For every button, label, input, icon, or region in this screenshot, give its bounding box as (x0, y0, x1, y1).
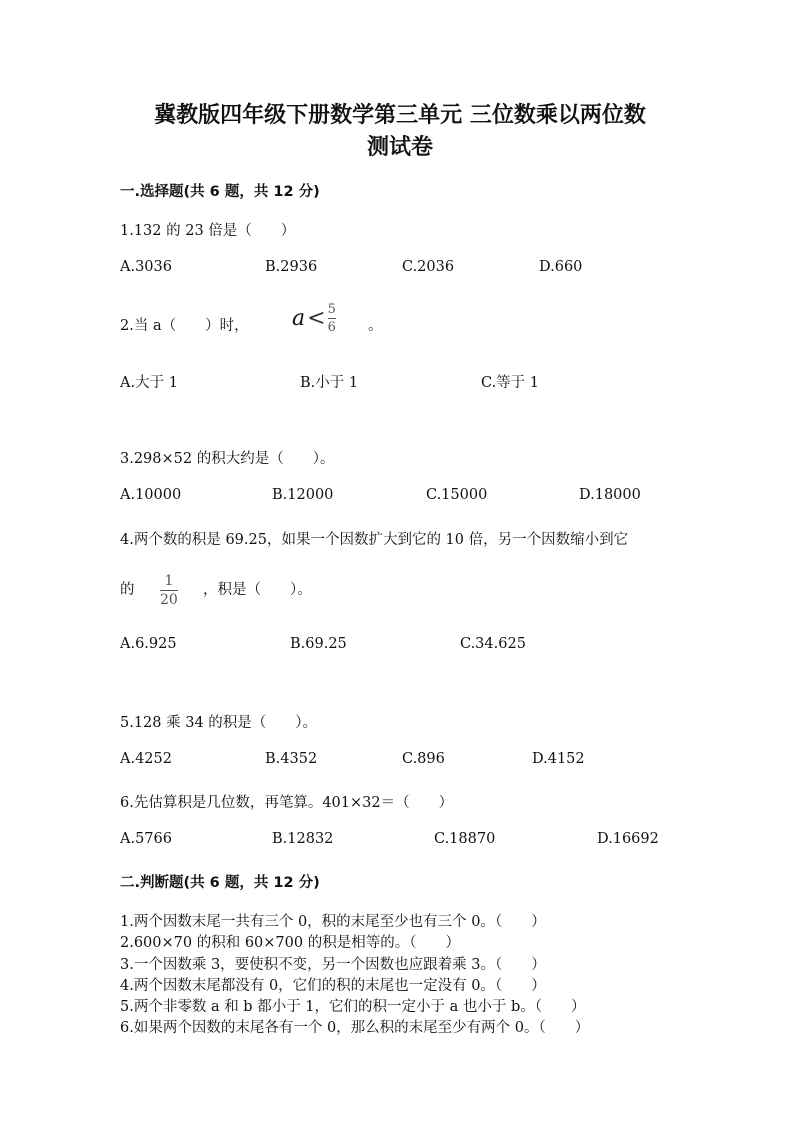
q1-option-d[interactable]: D.660 (539, 259, 583, 275)
q3-option-a[interactable]: A.10000 (120, 487, 182, 503)
question-5: 5.128 乘 34 的积是（ ）。 (120, 715, 318, 731)
q3-option-d[interactable]: D.18000 (579, 487, 641, 503)
q5-option-c[interactable]: C.896 (402, 751, 445, 767)
math-variable: a (292, 306, 306, 331)
q6-option-d[interactable]: D.16692 (597, 831, 659, 847)
q2-option-a[interactable]: A.大于 1 (120, 375, 178, 391)
fraction-denominator: 20 (160, 592, 178, 608)
q3-option-b[interactable]: B.12000 (272, 487, 334, 503)
question-4-line1: 4.两个数的积是 69.25，如果一个因数扩大到它的 10 倍，另一个因数缩小到它 (120, 532, 629, 548)
fraction-denominator: 6 (327, 320, 336, 335)
question-2-text: 2.当 a（ ）时， (120, 318, 249, 334)
judge-item-1: 1.两个因数末尾一共有三个 0，积的末尾至少也有三个 0。（ ） (120, 914, 546, 930)
q2-option-c[interactable]: C.等于 1 (481, 375, 540, 391)
fraction-1-20 (160, 570, 178, 607)
q1-option-b[interactable]: B.2936 (265, 259, 318, 275)
question-3: 3.298×52 的积大约是（ ）。 (120, 451, 335, 467)
fraction-numerator: 5 (327, 302, 336, 317)
section-heading-choice: 一.选择题(共 6 题，共 12 分) (120, 184, 320, 200)
q3-option-c[interactable]: C.15000 (426, 487, 488, 503)
judge-item-3: 3.一个因数乘 3，要使积不变，另一个因数也应跟着乘 3。（ ） (120, 957, 546, 973)
judge-item-4: 4.两个因数末尾都没有 0，它们的积的末尾也一定没有 0。（ ） (120, 978, 546, 994)
question-4-line2-end: ，积是（ ）。 (203, 582, 312, 598)
q2-option-b[interactable]: B.小于 1 (300, 375, 359, 391)
fraction-numerator: 1 (164, 573, 174, 589)
q6-option-b[interactable]: B.12832 (272, 831, 334, 847)
judge-item-2: 2.600×70 的积和 60×700 的积是相等的。（ ） (120, 935, 460, 951)
section-heading-judge: 二.判断题(共 6 题，共 12 分) (120, 875, 320, 891)
judge-item-6: 6.如果两个因数的末尾各有一个 0，那么积的末尾至少有两个 0。（ ） (120, 1020, 590, 1036)
q4-option-b[interactable]: B.69.25 (290, 636, 347, 652)
q5-option-a[interactable]: A.4252 (120, 751, 172, 767)
q4-option-a[interactable]: A.6.925 (120, 636, 177, 652)
q5-option-b[interactable]: B.4352 (265, 751, 318, 767)
judge-item-5: 5.两个非零数 a 和 b 都小于 1，它们的积一定小于 a 也小于 b。（ ） (120, 999, 586, 1015)
fraction-bar (160, 590, 178, 591)
q5-option-d[interactable]: D.4152 (532, 751, 585, 767)
question-4-line2-start: 的 (120, 582, 135, 598)
page-title-line1: 冀教版四年级下册数学第三单元 三位数乘以两位数 (154, 102, 646, 128)
fraction-bar (328, 318, 336, 319)
q1-option-c[interactable]: C.2036 (402, 259, 455, 275)
q6-option-c[interactable]: C.18870 (434, 831, 496, 847)
q4-option-c[interactable]: C.34.625 (460, 636, 526, 652)
question-1: 1.132 的 23 倍是（ ） (120, 223, 296, 239)
question-2 (120, 314, 249, 335)
q1-option-a[interactable]: A.3036 (120, 259, 172, 275)
question-2-math (292, 303, 336, 334)
page-title-line2: 测试卷 (366, 134, 433, 160)
math-operator: < (307, 306, 326, 331)
question-6: 6.先估算积是几位数，再笔算。401×32＝（ ） (120, 795, 454, 811)
q6-option-a[interactable]: A.5766 (120, 831, 172, 847)
question-2-end: 。 (368, 318, 383, 334)
fraction-5-6 (328, 303, 336, 334)
